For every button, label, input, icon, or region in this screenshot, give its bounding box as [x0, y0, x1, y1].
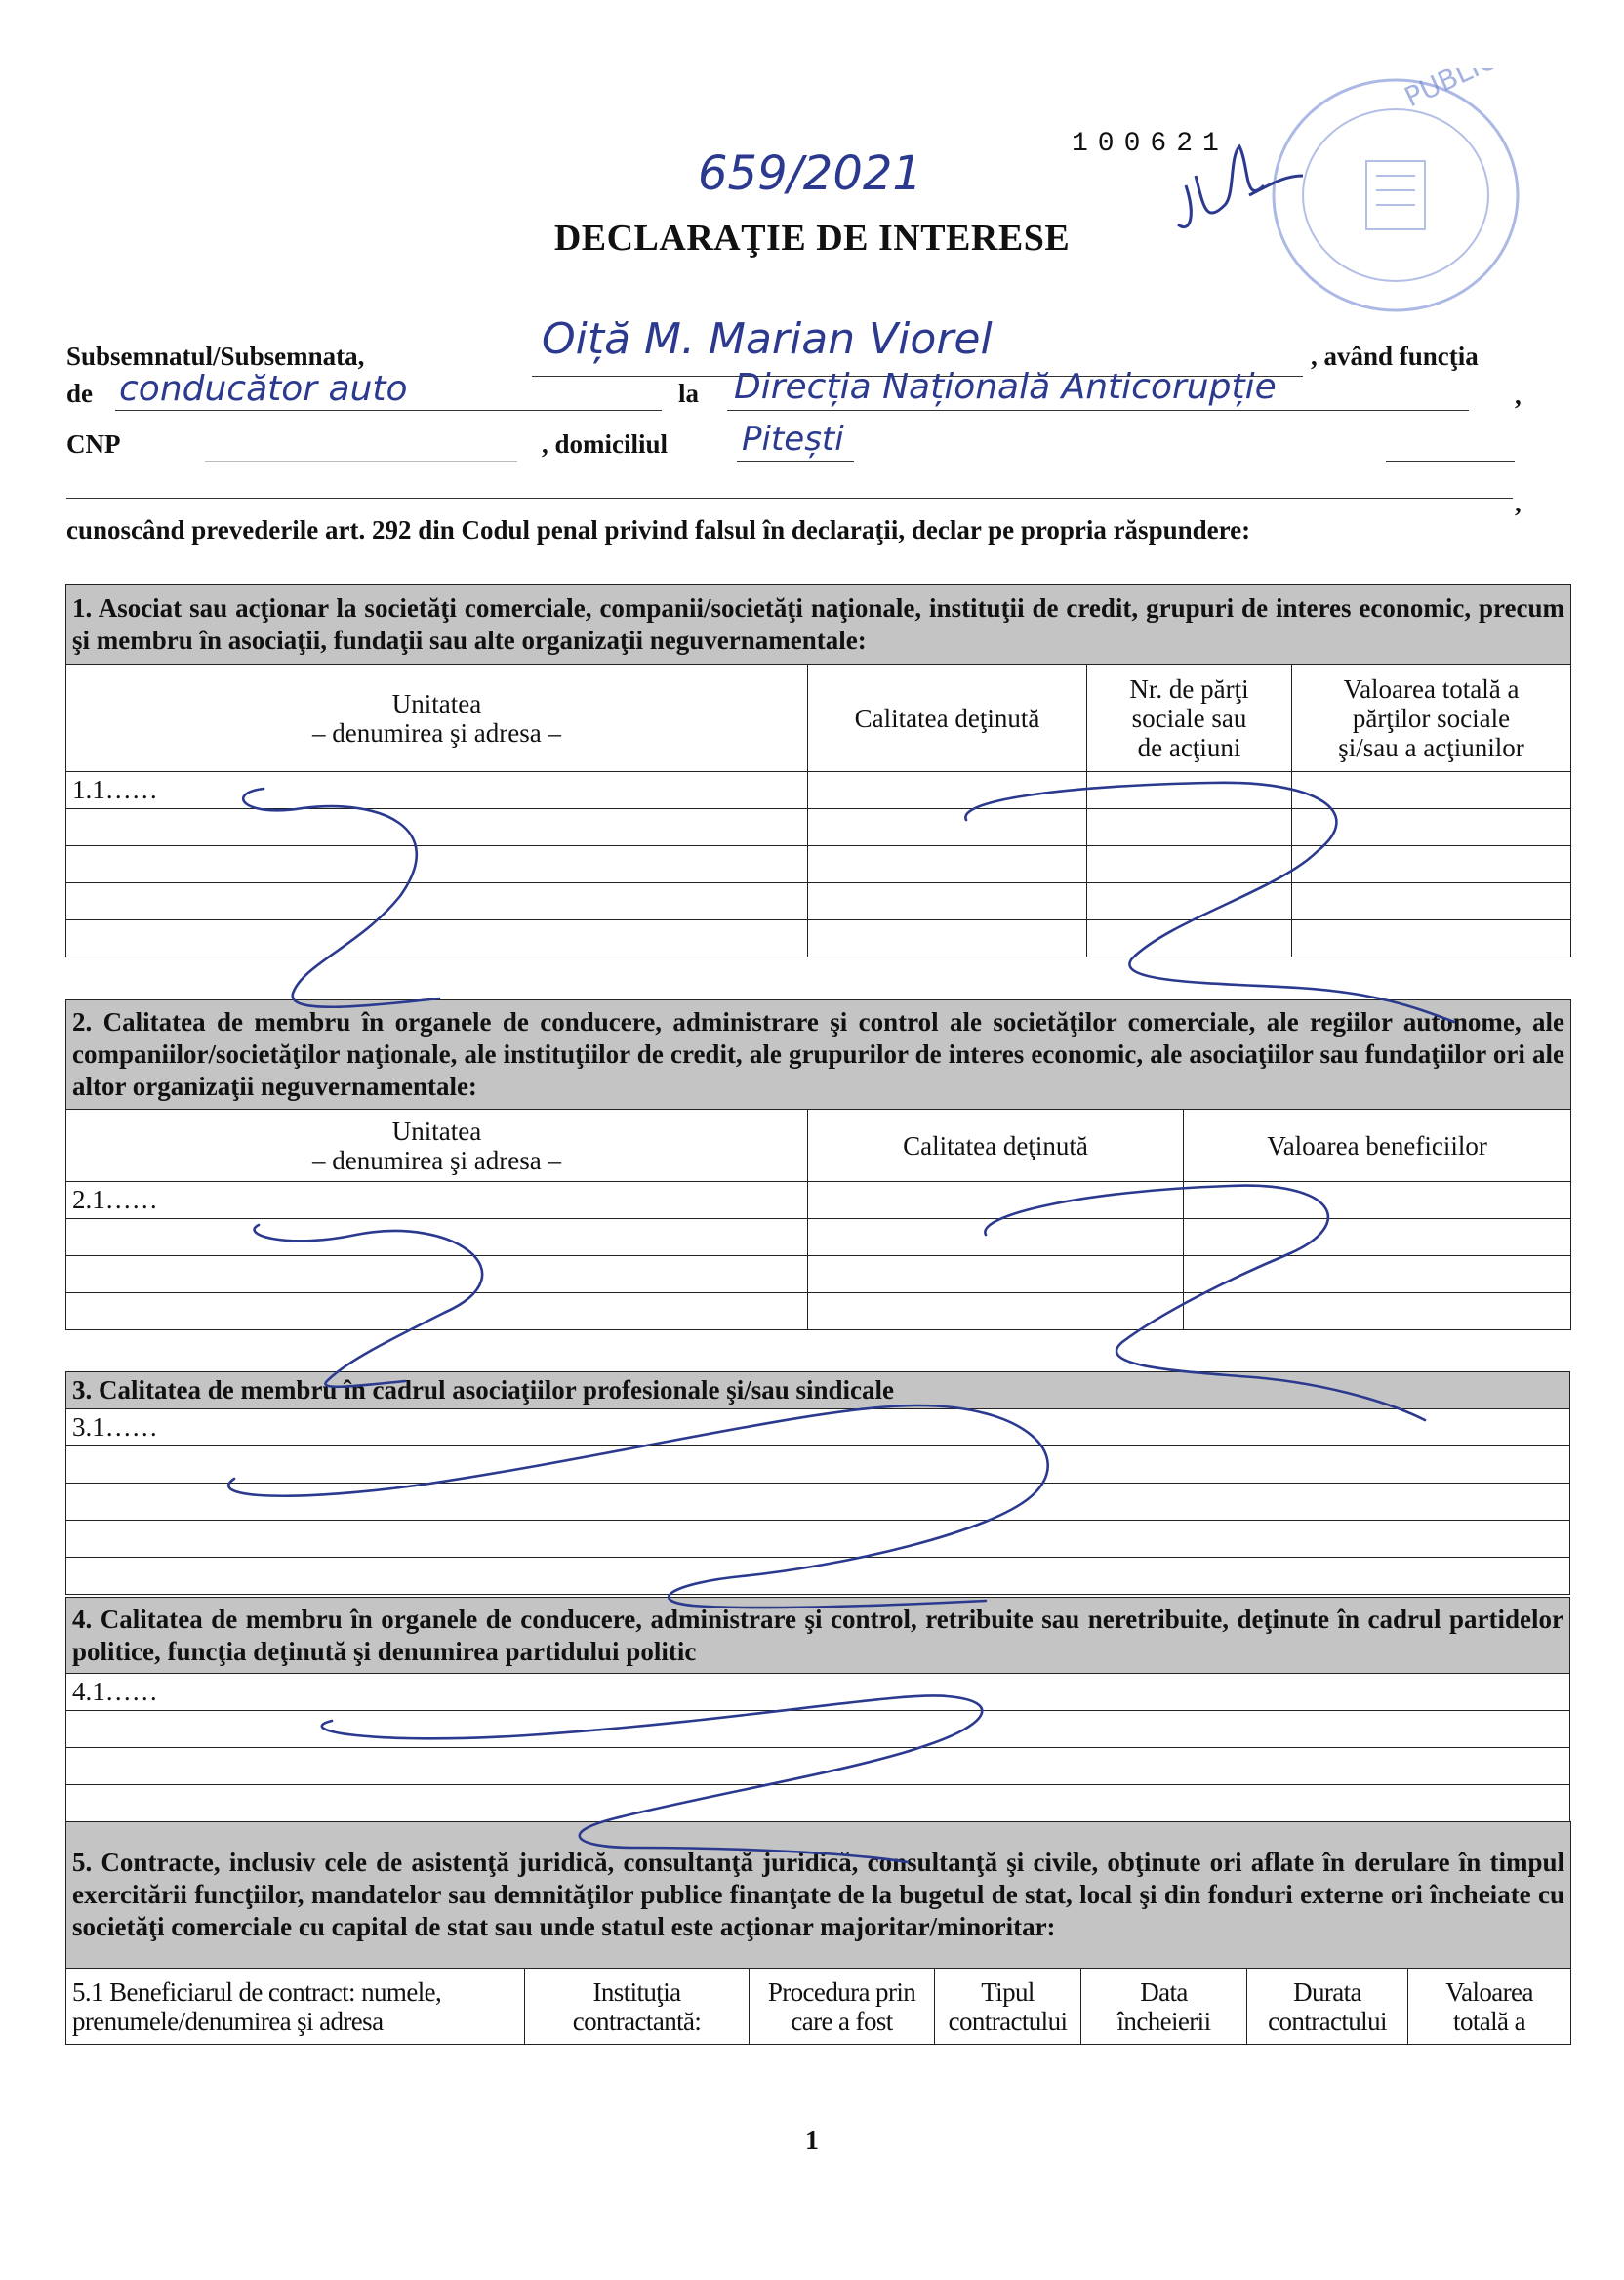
s1-header-nr-parti: Nr. de părţi sociale sau de acţiuni — [1087, 665, 1292, 772]
institutia-line — [727, 410, 1469, 411]
table-row — [66, 1785, 1570, 1822]
de-label: de — [66, 379, 93, 408]
s5-header-procedura: Procedura prin care a fost — [750, 1969, 935, 2045]
section-3-heading: 3. Calitatea de membru în cadrul asociaţiilor profesionale şi/sau sindicale — [66, 1372, 1570, 1409]
s5-header-institutia: Instituţia contractantă: — [525, 1969, 750, 2045]
comma-1: , — [1515, 381, 1522, 410]
s4-row-label: 4.1…… — [66, 1674, 1570, 1711]
table-row — [66, 1219, 1571, 1256]
section-4-table — [65, 1597, 1570, 1822]
s1-row-label: 1.1…… — [66, 772, 808, 809]
s1-header-calitatea: Calitatea deţinută — [808, 665, 1087, 772]
document-number: 100621 — [1072, 129, 1229, 159]
declaration-text: cunoscând prevederile art. 292 din Codul penal privind falsul în declaraţii, declar pe propria răspundere: — [66, 515, 1251, 545]
table-row — [66, 1409, 1570, 1446]
functia-line — [115, 410, 662, 411]
page-number: 1 — [805, 2126, 819, 2156]
name-value: Oiță M. Marian Viorel — [542, 314, 993, 364]
table-row — [66, 846, 1571, 883]
functia-value: conducător auto — [119, 369, 408, 409]
domiciliul-label: , domiciliul — [542, 429, 669, 459]
domiciliul-line-end — [1386, 461, 1515, 462]
s2-header-unitatea: Unitatea – denumirea şi adresa – — [66, 1110, 808, 1182]
section-1-table — [65, 584, 1571, 957]
table-row — [66, 1748, 1570, 1785]
page-title: DECLARAŢIE DE INTERESE — [553, 218, 1071, 259]
table-row — [66, 883, 1571, 920]
subsemnatul-label: Subsemnatul/Subsemnata, — [66, 342, 365, 371]
table-row — [66, 920, 1571, 957]
table-row — [66, 1711, 1570, 1748]
s5-header-durata: Durata contractului — [1247, 1969, 1408, 2045]
s2-row-label: 2.1…… — [66, 1182, 808, 1219]
s5-header-data: Data încheierii — [1081, 1969, 1247, 2045]
table-row — [66, 1674, 1570, 1711]
s2-header-calitatea: Calitatea deţinută — [808, 1110, 1184, 1182]
table-row — [66, 772, 1571, 809]
section-2-heading: 2. Calitatea de membru în organele de conducere, administrare şi control ale societăţilor comerciale, ale regiilor autonome, ale companiilor/societăţilor naţionale, ale instituţiilor de credit, ale grupurilor de interes economic, ale asociaţiilor sau fundaţiilor ori ale altor organizaţii neguvernamentale: — [66, 1000, 1571, 1110]
section-4-heading: 4. Calitatea de membru în organele de conducere, administrare şi control, retribuite sau neretribuite, deţinute în cadrul partidelor politice, funcţia deţinută şi denumirea partidului politic — [66, 1598, 1570, 1674]
table-row — [66, 1182, 1571, 1219]
s5-header-beneficiar: 5.1 Beneficiarul de contract: numele, prenumele/denumirea şi adresa — [66, 1969, 525, 2045]
cnp-label: CNP — [66, 429, 121, 459]
s3-row-label: 3.1…… — [66, 1409, 1570, 1446]
registration-number: 659/2021 — [698, 146, 922, 201]
institutia-value: Direcția Națională Anticorupție — [734, 367, 1277, 407]
section-2-table — [65, 999, 1571, 1330]
domiciliul-line — [737, 461, 854, 462]
section-5-heading: 5. Contracte, inclusiv cele de asistenţă juridică, consultanţă juridică, consultanţă şi civile, obţinute ori aflate în derulare în timpul exercitării funcţiilor, mandatelor sau demnităţilor publice finanţate de la bugetul de stat, local şi din fonduri externe ori încheiate cu societăţi comerciale cu capital de stat sau unde statul este acţionar majoritar/minoritar: — [66, 1822, 1571, 1969]
comma-2: , — [1515, 488, 1522, 517]
section-5-table — [65, 1821, 1571, 2045]
section-3-table — [65, 1371, 1570, 1595]
table-row — [66, 1446, 1570, 1484]
cnp-line — [205, 461, 517, 462]
s1-header-unitatea: Unitatea – denumirea şi adresa – — [66, 665, 808, 772]
s5-header-tipul: Tipul contractului — [935, 1969, 1081, 2045]
la-label: la — [678, 379, 700, 408]
svg-text:PUBLIC: PUBLIC — [1400, 68, 1502, 114]
table-row — [66, 1521, 1570, 1558]
avand-functia-label: , având funcţia — [1311, 342, 1479, 371]
table-row — [66, 1256, 1571, 1293]
table-row — [66, 809, 1571, 846]
s5-header-valoarea: Valoarea totală a — [1408, 1969, 1571, 2045]
domiciliul-value: Pitești — [742, 420, 844, 459]
address-continuation-line — [66, 498, 1513, 499]
s2-header-valoarea: Valoarea beneficiilor — [1184, 1110, 1571, 1182]
section-1-heading: 1. Asociat sau acţionar la societăţi comerciale, companii/societăţi naţionale, instituţii de credit, grupuri de interes economic, precum şi membru în asociaţii, fundaţii sau alte organizaţii neguvernamentale: — [66, 585, 1571, 665]
table-row — [66, 1558, 1570, 1595]
table-row — [66, 1484, 1570, 1521]
s1-header-valoarea: Valoarea totală a părţilor sociale şi/sau a acţiunilor — [1292, 665, 1571, 772]
official-stamp — [1264, 68, 1527, 322]
table-row — [66, 1293, 1571, 1330]
